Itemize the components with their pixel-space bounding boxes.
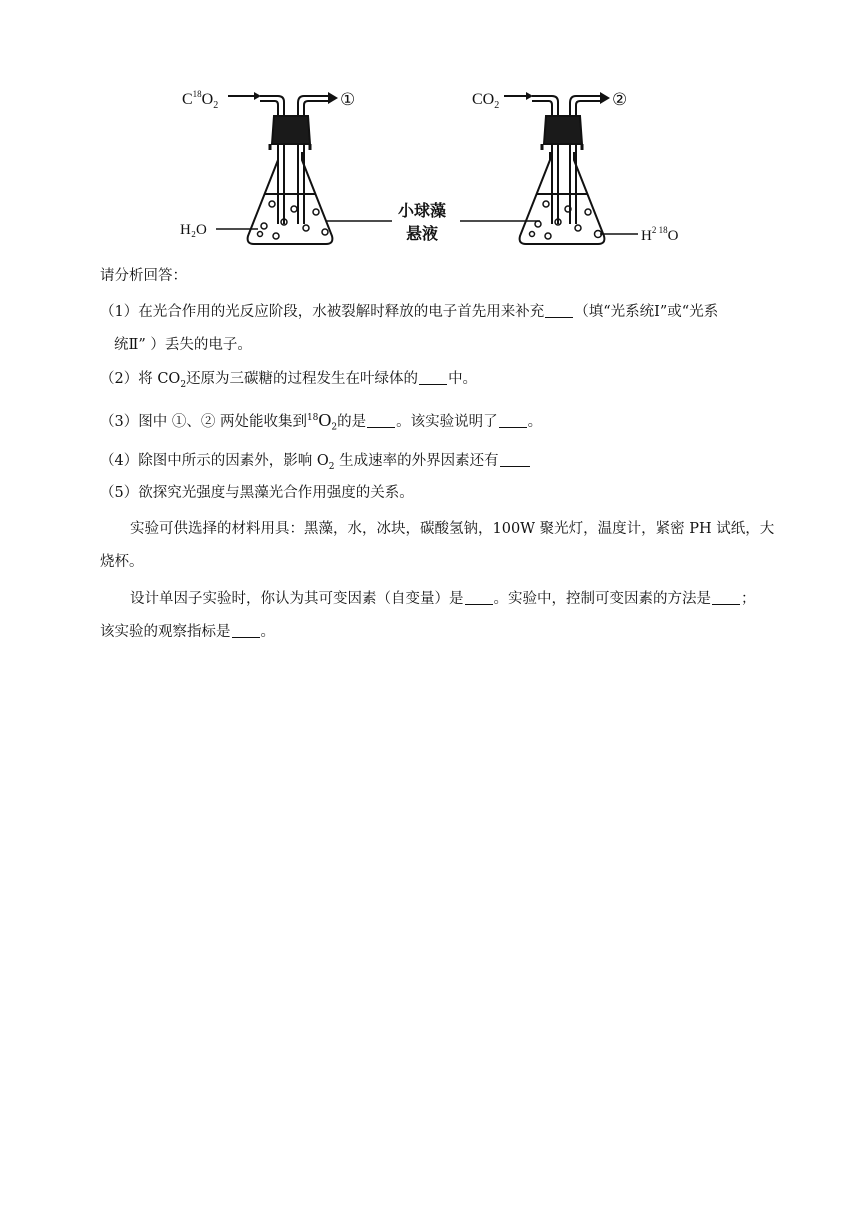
intro-line: 请分析回答： bbox=[100, 268, 187, 284]
question-1: （1）在光合作用的光反应阶段，水被裂解时释放的电子首先用来补充 （填“光系统Ⅰ”或“光系 bbox=[100, 304, 719, 320]
left-outlet-label: ① bbox=[340, 90, 356, 109]
materials-line-2: 烧杯。 bbox=[100, 554, 144, 570]
question-2: （2）将 $CO_2$还原为三碳糖的过程发生在叶绿体的 中。 bbox=[100, 371, 478, 390]
design-line-2: 该实验的观察指标是 。 bbox=[100, 624, 275, 640]
left-algae-cells bbox=[258, 201, 329, 239]
blank-7 bbox=[712, 590, 740, 605]
question-1-cont: 统Ⅱ” ）丢失的电子。 bbox=[114, 337, 252, 353]
right-algae-cells bbox=[530, 201, 602, 239]
blank-8 bbox=[232, 623, 260, 638]
algae-suspension-label-2: 悬液 bbox=[406, 224, 439, 243]
question-3: （3）图中 ①、② 两处能收集到$^{18}O_2$的是 。该实验说明了 。 bbox=[100, 409, 543, 433]
question-4: （4）除图中所示的因素外，影响 $O_2$ 生成速率的外界因素还有 bbox=[100, 451, 530, 477]
materials-line-1: 实验可供选择的材料用具：黑藻，水，冰块，碳酸氢钠，100W 聚光灯，温度计，紧密 PH 试纸，大 bbox=[130, 521, 775, 537]
right-gas-label: $CO_2$ bbox=[472, 91, 500, 111]
experiment-figure bbox=[160, 76, 720, 254]
right-outlet-label: ② bbox=[612, 90, 628, 109]
blank-4 bbox=[499, 413, 527, 428]
right-water-label: $H^{2 18}O$ bbox=[641, 225, 679, 244]
blank-5 bbox=[500, 452, 530, 467]
left-water-label: H₂O bbox=[180, 222, 207, 238]
question-5: （5）欲探究光强度与黑藻光合作用强度的关系。 bbox=[100, 485, 414, 501]
left-gas-label: $C^{18}O_2$ bbox=[182, 89, 219, 111]
blank-6 bbox=[465, 590, 493, 605]
design-line-1: 设计单因子实验时，你认为其可变因素（自变量）是 。实验中，控制可变因素的方法是 ； bbox=[130, 591, 756, 607]
blank-1 bbox=[545, 303, 573, 318]
algae-suspension-label-1: 小球藻 bbox=[398, 201, 447, 220]
blank-2 bbox=[419, 370, 447, 385]
blank-3 bbox=[367, 413, 395, 428]
